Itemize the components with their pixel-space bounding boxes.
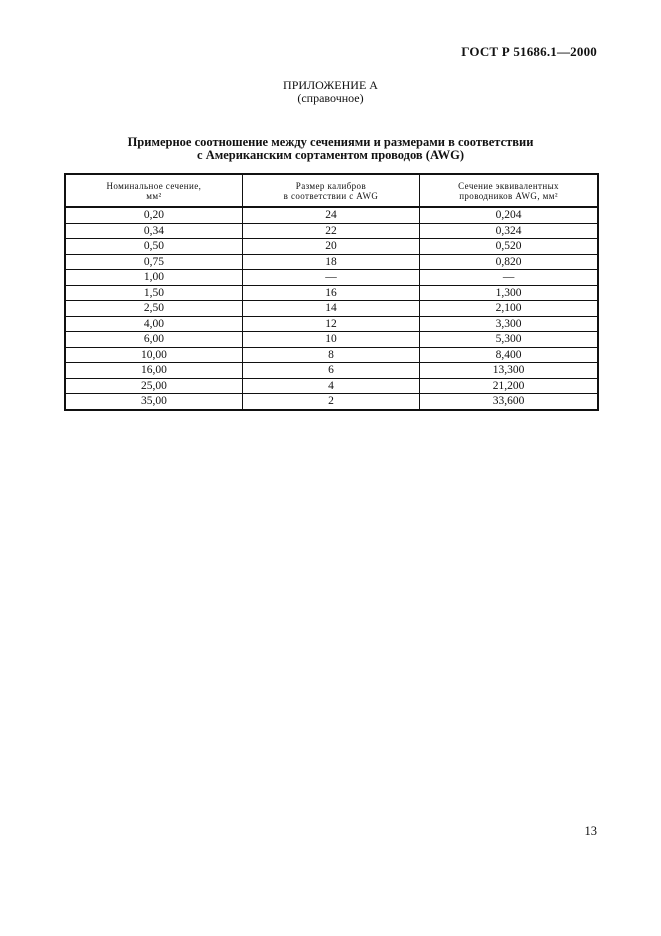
cell-awg-section: 0,520 — [420, 239, 598, 255]
table-row — [65, 363, 598, 379]
header-awg-equivalent-section — [420, 174, 598, 207]
cell-awg-gauge: — — [242, 270, 419, 286]
appendix-heading — [0, 79, 661, 105]
cell-nominal-section: 2,50 — [65, 301, 242, 317]
table-row — [65, 316, 598, 332]
header-awg-gauge — [242, 174, 419, 207]
table-row — [65, 285, 598, 301]
table-row — [65, 347, 598, 363]
header-awg-equivalent-section-line-1: Сечение эквивалентных — [458, 180, 559, 191]
cell-awg-gauge: 12 — [242, 316, 419, 332]
table-caption-line-2: с Американским сортаментом проводов (AWG) — [197, 148, 464, 162]
cell-awg-gauge: 14 — [242, 301, 419, 317]
cell-nominal-section: 0,34 — [65, 223, 242, 239]
cell-awg-gauge: 8 — [242, 347, 419, 363]
cell-nominal-section: 0,75 — [65, 254, 242, 270]
header-awg-gauge-line-1: Размер калибров — [295, 180, 367, 191]
cell-awg-gauge: 16 — [242, 285, 419, 301]
cell-nominal-section: 25,00 — [65, 378, 242, 394]
cell-awg-section: 2,100 — [420, 301, 598, 317]
header-awg-equivalent-section-line-2: проводников AWG, мм² — [459, 190, 558, 201]
cell-nominal-section: 10,00 — [65, 347, 242, 363]
cell-awg-gauge: 18 — [242, 254, 419, 270]
cell-nominal-section: 6,00 — [65, 332, 242, 348]
cell-awg-gauge: 22 — [242, 223, 419, 239]
cell-awg-section: 33,600 — [420, 394, 598, 410]
cell-awg-section: 3,300 — [420, 316, 598, 332]
table-row — [65, 270, 598, 286]
cell-awg-gauge: 10 — [242, 332, 419, 348]
table-row — [65, 207, 598, 223]
table-row — [65, 239, 598, 255]
cell-awg-section: 13,300 — [420, 363, 598, 379]
cell-nominal-section: 1,00 — [65, 270, 242, 286]
cell-nominal-section: 1,50 — [65, 285, 242, 301]
cell-nominal-section: 35,00 — [65, 394, 242, 410]
header-nominal-section-line-2: мм² — [146, 190, 162, 201]
table-body — [65, 207, 598, 410]
table-caption-line-1: Примерное соотношение между сечениями и размерами в соответствии — [127, 135, 534, 149]
header-nominal-section-line-1: Номинальное сечение, — [106, 180, 202, 191]
table-row — [65, 301, 598, 317]
document-code: ГОСТ Р 51686.1—2000 — [461, 44, 597, 59]
cell-nominal-section: 16,00 — [65, 363, 242, 379]
cell-awg-gauge: 20 — [242, 239, 419, 255]
appendix-title: ПРИЛОЖЕНИЕ А — [283, 78, 378, 92]
cell-awg-section: 21,200 — [420, 378, 598, 394]
cell-awg-gauge: 4 — [242, 378, 419, 394]
table-row — [65, 378, 598, 394]
header-awg-gauge-line-2: в соответствии с AWG — [283, 190, 379, 201]
cell-awg-section: — — [420, 270, 598, 286]
cell-nominal-section: 4,00 — [65, 316, 242, 332]
cell-awg-gauge: 2 — [242, 394, 419, 410]
table-row — [65, 223, 598, 239]
appendix-subtitle: (справочное) — [297, 91, 364, 105]
table-caption — [0, 136, 661, 162]
cell-nominal-section: 0,50 — [65, 239, 242, 255]
table-row — [65, 394, 598, 410]
cell-awg-section: 0,820 — [420, 254, 598, 270]
cell-nominal-section: 0,20 — [65, 207, 242, 223]
cell-awg-gauge: 6 — [242, 363, 419, 379]
cell-awg-section: 5,300 — [420, 332, 598, 348]
cell-awg-section: 1,300 — [420, 285, 598, 301]
cell-awg-section: 0,204 — [420, 207, 598, 223]
awg-conversion-table — [64, 173, 599, 411]
header-nominal-section — [65, 174, 242, 207]
table-row — [65, 254, 598, 270]
cell-awg-gauge: 24 — [242, 207, 419, 223]
page-number: 13 — [584, 824, 597, 838]
cell-awg-section: 8,400 — [420, 347, 598, 363]
table-row — [65, 332, 598, 348]
table-header-row — [65, 174, 598, 207]
cell-awg-section: 0,324 — [420, 223, 598, 239]
